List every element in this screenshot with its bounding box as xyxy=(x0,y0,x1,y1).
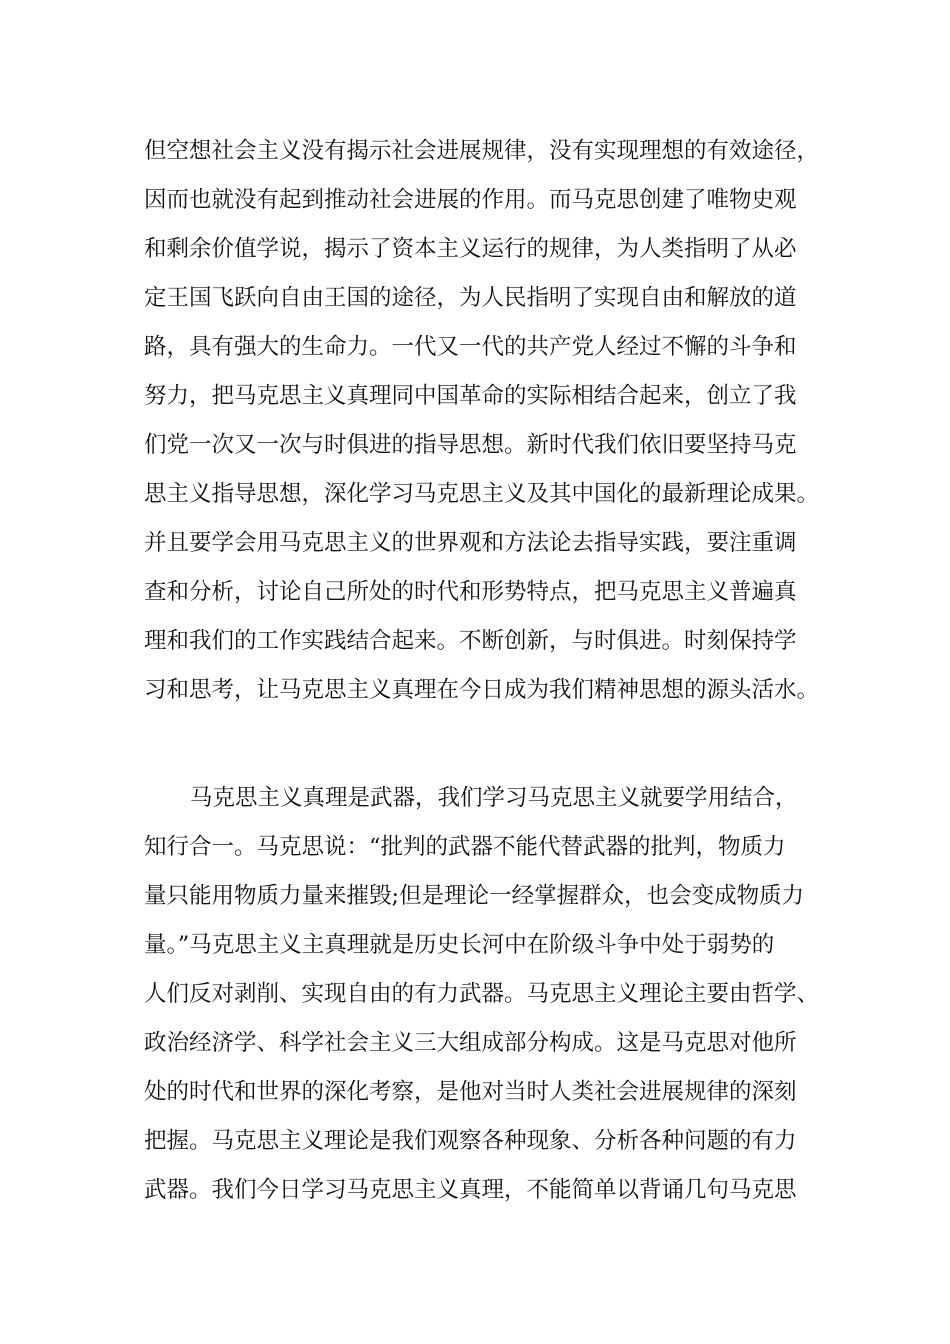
text-line: 定王国飞跃向自由王国的途径，为人民指明了实现自由和解放的道 xyxy=(144,285,797,311)
text-line: 量。”马克思主义主真理就是历史长河中在阶级斗争中处于弱势的 xyxy=(144,932,775,958)
text-line: 查和分析，讨论自己所处的时代和形势特点，把马克思主义普遍真 xyxy=(144,579,797,605)
text-line: 武器。我们今日学习马克思主义真理，不能简单以背诵几句马克思 xyxy=(144,1177,797,1203)
text-line: 思主义指导思想，深化学习马克思主义及其中国化的最新理论成果。 xyxy=(144,481,820,507)
text-line: 但空想社会主义没有揭示社会进展规律，没有实现理想的有效途径， xyxy=(144,138,820,164)
text-line: 因而也就没有起到推动社会进展的作用。而马克思创建了唯物史观 xyxy=(144,187,797,213)
text-line: 政治经济学、科学社会主义三大组成部分构成。这是马克思对他所 xyxy=(144,1030,797,1056)
text-line: 习和思考，让马克思主义真理在今日成为我们精神思想的源头活水。 xyxy=(144,677,820,703)
text-line: 马克思主义真理是武器，我们学习马克思主义就要学用结合， xyxy=(190,785,798,811)
text-line: 处的时代和世界的深化考察，是他对当时人类社会进展规律的深刻 xyxy=(144,1079,797,1105)
text-line: 量只能用物质力量来摧毁;但是理论一经掌握群众，也会变成物质力 xyxy=(144,883,805,909)
text-line: 人们反对剥削、实现自由的有力武器。马克思主义理论主要由哲学、 xyxy=(144,981,820,1007)
text-line: 努力，把马克思主义真理同中国革命的实际相结合起来，创立了我 xyxy=(144,383,797,409)
text-line: 并且要学会用马克思主义的世界观和方法论去指导实践，要注重调 xyxy=(144,530,797,556)
text-line: 和剩余价值学说，揭示了资本主义运行的规律，为人类指明了从必 xyxy=(144,236,797,262)
text-line: 路，具有强大的生命力。一代又一代的共产党人经过不懈的斗争和 xyxy=(144,334,797,360)
text-line: 理和我们的工作实践结合起来。不断创新，与时俱进。时刻保持学 xyxy=(144,628,797,654)
text-line: 把握。马克思主义理论是我们观察各种现象、分析各种问题的有力 xyxy=(144,1128,797,1154)
text-line: 们党一次又一次与时俱进的指导思想。新时代我们依旧要坚持马克 xyxy=(144,432,797,458)
text-line: 知行合一。马克思说：“批判的武器不能代替武器的批判，物质力 xyxy=(144,834,786,860)
